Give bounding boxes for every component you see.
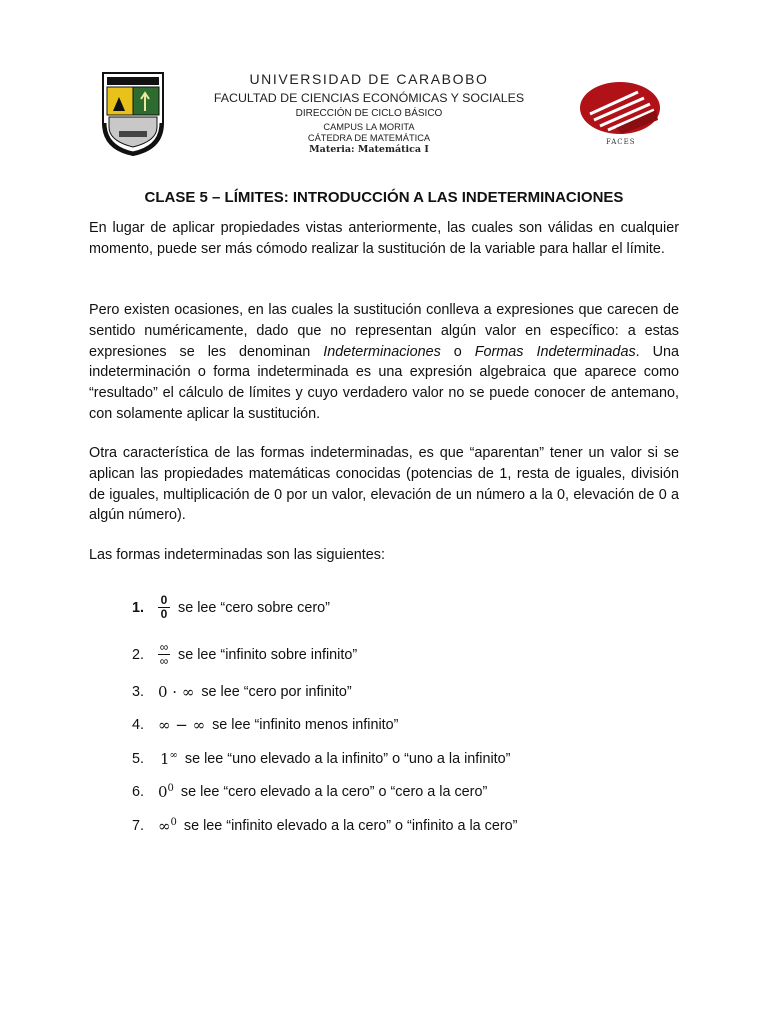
- form-expression: [160, 750, 178, 768]
- chair-name: CÁTEDRA DE MATEMÁTICA: [307, 133, 431, 143]
- power-exponent: ∞: [169, 750, 178, 761]
- form-expression: [158, 817, 177, 835]
- list-item: [132, 683, 352, 701]
- direction-name: DIRECCIÓN DE CICLO BÁSICO: [295, 108, 443, 119]
- faculty-name: FACULTAD DE CIENCIAS ECONÓMICAS Y SOCIALES: [213, 91, 525, 105]
- university-crest-logo: [101, 71, 165, 157]
- power-exponent: 0: [170, 817, 177, 828]
- list-number: 7.: [132, 818, 145, 834]
- power-base: 0: [158, 783, 168, 801]
- list-number: 3.: [132, 684, 145, 700]
- list-number: 6.: [132, 784, 145, 800]
- list-number: 1.: [132, 599, 145, 616]
- form-reading: se lee “cero por infinito”: [201, 684, 352, 700]
- numerator: ∞: [159, 640, 169, 654]
- list-number: 5.: [132, 751, 145, 767]
- power-base: 1: [160, 750, 170, 768]
- university-name: UNIVERSIDAD DE CARABOBO: [249, 71, 489, 87]
- term-formas-indeterminadas: Formas Indeterminadas: [474, 343, 636, 360]
- denominator: ∞: [159, 654, 169, 668]
- fraction: [158, 594, 170, 621]
- form-reading: se lee “infinito elevado a la cero” o “infinito a la cero”: [183, 818, 518, 834]
- numerator: 0: [160, 593, 168, 607]
- list-item: [132, 594, 330, 621]
- list-item: [132, 817, 517, 835]
- power-exponent: 0: [167, 783, 174, 794]
- paragraph-list-intro: Las formas indeterminadas son las siguientes:: [89, 547, 385, 563]
- form-reading: se lee “cero sobre cero”: [178, 599, 330, 616]
- fraction: [158, 641, 170, 668]
- paragraph-text: o: [440, 343, 475, 360]
- power-base: ∞: [158, 817, 171, 835]
- list-number: 4.: [132, 717, 145, 733]
- denominator: 0: [160, 607, 168, 621]
- list-item: [132, 641, 357, 668]
- subject-name: Materia: Matemática I: [309, 144, 429, 155]
- list-number: 2.: [132, 646, 145, 663]
- term-indeterminaciones: Indeterminaciones: [323, 343, 441, 360]
- paragraph-intro: En lugar de aplicar propiedades vistas anteriormente, las cuales son válidas en cualquier momento, puede ser más cómodo realizar la sustitución de la variable para hallar el límite.: [89, 220, 679, 257]
- campus-name: CAMPUS LA MORITA: [323, 122, 415, 132]
- form-reading: se lee “infinito menos infinito”: [212, 717, 399, 733]
- form-reading: se lee “infinito sobre infinito”: [178, 646, 358, 663]
- form-reading: se lee “cero elevado a la cero” o “cero a la cero”: [180, 784, 488, 800]
- paragraph-text: Pero existen ocasiones, en las cuales la sustitución conlleva a expresiones que carecen de sentido numéricamente, dado que no representan algún valor en específico: a estas expresiones se les denominan: [89, 302, 679, 360]
- form-expression: [158, 783, 174, 801]
- list-item: [132, 716, 398, 734]
- list-item: [132, 783, 487, 801]
- form-expression: 0 · ∞: [158, 683, 195, 701]
- paragraph-definition: [89, 300, 679, 425]
- paragraph-text: . Una indeterminación o forma indeterminada es una expresión algebraica que aparece como “resultado” el cálculo de límites y cuyo verdadero valor no se puede conocer de antemano, con solamente aplicar la sustitución.: [89, 343, 679, 422]
- faces-logo-text: FACES: [606, 138, 636, 146]
- paragraph-characteristics: Otra característica de las formas indeterminadas, es que “aparentan” tener un valor si se aplican las propiedades matemáticas conocidas (potencias de 1, resta de iguales, división de iguales, multiplicación de 0 por un valor, elevación de un número a la 0, elevación de 0 a algún número).: [89, 445, 679, 524]
- faces-logo: [576, 80, 666, 148]
- form-expression: ∞ − ∞: [158, 716, 206, 734]
- form-reading: se lee “uno elevado a la infinito” o “uno a la infinito”: [184, 751, 511, 767]
- list-item: [132, 750, 510, 768]
- page-title: CLASE 5 – LÍMITES: INTRODUCCIÓN A LAS INDETERMINACIONES: [144, 189, 624, 206]
